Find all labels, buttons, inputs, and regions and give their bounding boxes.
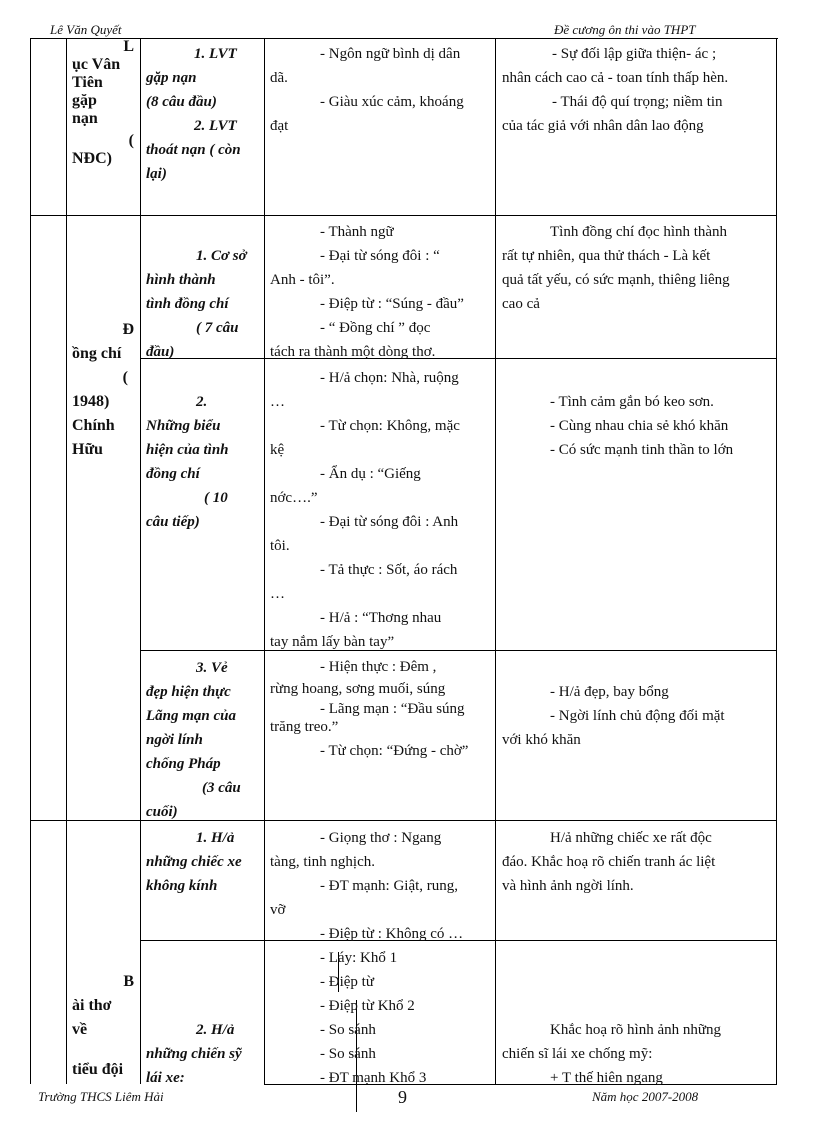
header-rule xyxy=(30,38,778,39)
row2-section1-label: 1. Cơ sở hình thành tình đồng chí ( 7 câu đầu) xyxy=(146,248,247,360)
footer-school: Trường THCS Liêm Hải xyxy=(38,1089,164,1104)
row2-section3-content: - H/ả đẹp, bay bổng - Ngời lính chủ động đối mặt với khó khăn xyxy=(502,684,725,748)
row2-section1-content: Tình đồng chí đọc hình thành rất tự nhiên, qua thử thách - Là kết quả tất yếu, có sức mạnh, thiêng liêng cao cả xyxy=(502,224,730,312)
row2-section3-art: - Hiện thực : Đêm , rừng hoang, sơng muối, súng - Lãng mạn : “Đầu súng trăng treo.” - Từ chọn: “Đứng - chờ” xyxy=(270,659,469,759)
page-number: 9 xyxy=(398,1087,407,1107)
row3-section2-label: 2. H/ả những chiến sỹ lái xe: xyxy=(146,1022,242,1086)
row3-section1-content: H/ả những chiếc xe rất độc đáo. Khắc hoạ rõ chiến tranh ác liệt và hình ảnh ngời lính. xyxy=(502,830,716,894)
row2-section2-art: - H/ả chọn: Nhà, ruộng … - Từ chọn: Không, mặc kệ - Ẩn dụ : “Giếng nớc….” - Đại từ sóng đôi : Anh tôi. - Tả thực : Sốt, áo rách … - H/ả : “Thơng nhau tay nắm lấy bàn tay” xyxy=(270,370,460,650)
row3-section2-art: - Láy: Khổ 1 - Điệp từ - Điệp từ Khổ 2 - So sánh - So sánh - ĐT mạnh Khổ 3 xyxy=(320,950,427,1086)
row1-art: - Ngôn ngữ bình dị dân dã. - Giàu xúc cảm, khoáng đạt xyxy=(270,46,464,134)
header-title: Đề cương ôn thi vào THPT xyxy=(554,22,696,37)
row1-section-label: 1. LVT gặp nạn (8 câu đầu) 2. LVT thoát nạn ( còn lại) xyxy=(146,46,241,182)
footer-year: Năm học 2007-2008 xyxy=(592,1089,699,1104)
row3-section1-label: 1. H/ả những chiếc xe không kính xyxy=(146,830,242,894)
header-author: Lê Văn Quyết xyxy=(50,22,122,37)
row2-section2-content: - Tình cảm gắn bó keo sơn. - Cùng nhau chia sẻ khó khăn - Có sức mạnh tinh thần to lớn xyxy=(550,394,734,458)
row1-title: L ục Vân Tiên gặp nạn ( NĐC) xyxy=(72,38,134,167)
row2-title: Đ ồng chí ( 1948) Chính Hữu xyxy=(72,321,134,458)
row3-section2-content: Khắc hoạ rõ hình ảnh những chiến sĩ lái xe chống mỹ: + T thế hiên ngang xyxy=(502,1022,722,1086)
row2-section1-art: - Thành ngữ - Đại từ sóng đôi : “ Anh - tôi”. - Điệp từ : “Súng - đầu” - “ Đồng chí ” đọc tách ra thành một dòng thơ. xyxy=(270,224,464,360)
row1-content: - Sự đối lập giữa thiện- ác ; nhân cách cao cả - toan tính thấp hèn. - Thái độ quí trọng; niềm tin của tác giả với nhân dân lao động xyxy=(502,46,729,134)
row2-section2-label: 2. Những biểu hiện của tình đồng chí ( 10 câu tiếp) xyxy=(146,394,229,530)
row3-title: B ài thơ về tiểu đội xyxy=(72,973,134,1078)
row3-section1-art: - Giọng thơ : Ngang tàng, tinh nghịch. - ĐT mạnh: Giật, rung, vỡ - Điệp từ : Không có … xyxy=(270,830,464,942)
row2-section3-label: 3. Vẻ đẹp hiện thực Lãng mạn của ngời lính chống Pháp (3 câu cuối) xyxy=(146,660,241,820)
